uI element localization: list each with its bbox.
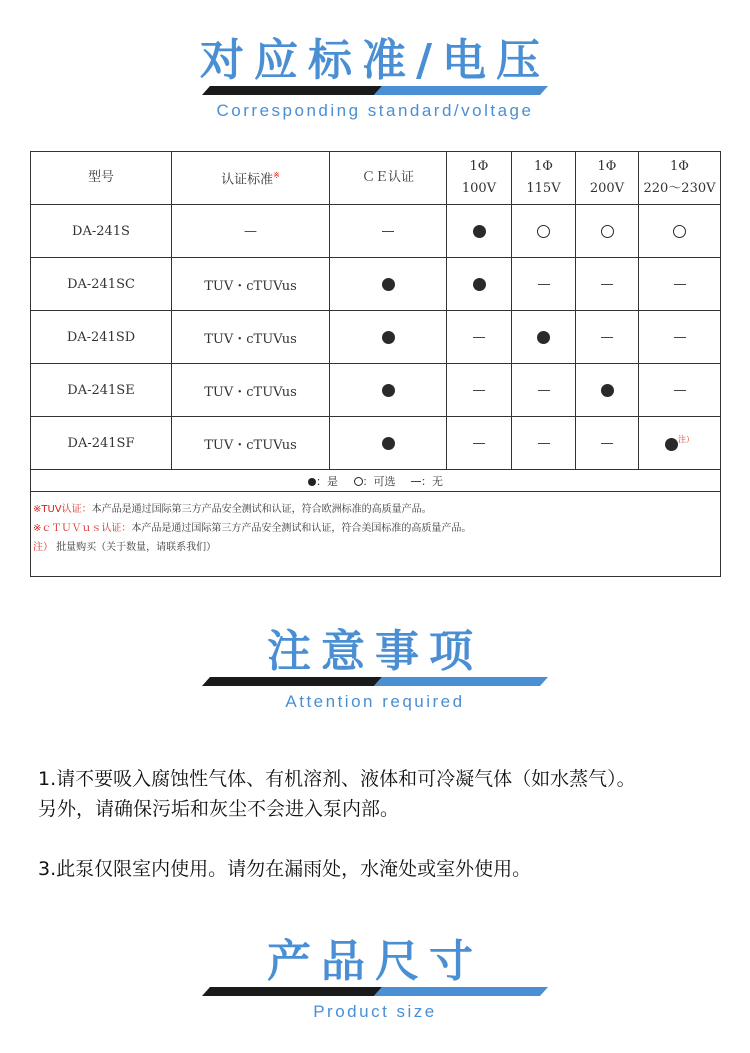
cell-v220: [639, 205, 721, 258]
cell-v220: [639, 417, 721, 470]
dash-icon: [674, 337, 686, 338]
cell-v220: [639, 311, 721, 364]
filled-dot-icon: [382, 384, 395, 397]
notes-cell: [31, 492, 721, 577]
filled-dot-icon: [382, 437, 395, 450]
section-subtitle: Corresponding standard/voltage: [216, 101, 534, 120]
dash-icon: [411, 481, 421, 482]
table-row: [31, 417, 721, 470]
cell-v200: [576, 258, 639, 311]
dash-icon: [601, 284, 613, 285]
attention-line-3: 3.此泵仅限室内使用。请勿在漏雨处，水淹处或室外使用。: [38, 858, 532, 880]
spec-table-wrap: [30, 151, 720, 577]
cell-v200: [576, 205, 639, 258]
table-row: [31, 311, 721, 364]
dash-icon: [674, 284, 686, 285]
cell-v115: [512, 258, 576, 311]
dash-icon: [538, 390, 550, 391]
section-subtitle: Product size: [313, 1002, 437, 1021]
section-attention-header: [0, 627, 750, 712]
filled-dot-icon: [473, 278, 486, 291]
legend-cell: [31, 470, 721, 492]
header-100v: 1Φ 100V: [447, 152, 512, 205]
section-title: 注意事项: [267, 626, 483, 677]
header-220v: 1Φ 220～230V: [639, 152, 721, 205]
filled-dot-icon: [601, 384, 614, 397]
filled-dot-icon: [665, 438, 678, 451]
notes-row: [31, 492, 721, 577]
hollow-circle-icon: [537, 225, 550, 238]
filled-dot-icon: [382, 331, 395, 344]
attention-line-2: 另外，请确保污垢和灰尘不会进入泵内部。: [38, 798, 400, 820]
dash-icon: [601, 337, 613, 338]
dash-icon: [473, 443, 485, 444]
cell-ce: [330, 258, 447, 311]
title-underline-bar: [202, 677, 548, 686]
attention-list: [38, 764, 728, 884]
header-ce: ＣＥ认证: [330, 152, 447, 205]
note-tuv: ※TUV认证：本产品是通过国际第三方产品安全测试和认证，符合欧洲标准的高质量产品。: [33, 504, 432, 515]
cell-v100: [447, 417, 512, 470]
spec-table: [30, 151, 721, 577]
hollow-circle-icon: [673, 225, 686, 238]
cell-v200: [576, 311, 639, 364]
title-underline-bar: [202, 86, 548, 95]
section-title: 对应标准/电压: [199, 35, 551, 86]
header-standard: 认证标准※: [172, 152, 330, 205]
cell-v115: [512, 417, 576, 470]
filled-dot-icon: [473, 225, 486, 238]
table-header-row: [31, 152, 721, 205]
dash-icon: [382, 231, 394, 232]
cell-v115: [512, 311, 576, 364]
cell-v200: [576, 364, 639, 417]
dash-icon: [601, 443, 613, 444]
cell-v100: [447, 364, 512, 417]
cell-standard: TUV・cTUVus: [172, 364, 330, 417]
cell-v100: [447, 258, 512, 311]
dash-icon: [674, 390, 686, 391]
header-model: 型号: [31, 152, 172, 205]
dash-icon: [538, 284, 550, 285]
table-row: [31, 364, 721, 417]
filled-dot-icon: [382, 278, 395, 291]
table-row: [31, 205, 721, 258]
cell-ce: [330, 417, 447, 470]
attention-line-1: 1.请不要吸入腐蚀性气体、有机溶剂、液体和可冷凝气体（如水蒸气）。: [38, 768, 636, 790]
dash-icon: [473, 390, 485, 391]
cell-model: DA-241SC: [31, 258, 172, 311]
header-200v: 1Φ 200V: [576, 152, 639, 205]
section-standard-header: [0, 36, 750, 121]
section-subtitle: Attention required: [285, 692, 465, 711]
cell-model: DA-241SF: [31, 417, 172, 470]
filled-dot-icon: [308, 478, 316, 486]
cell-v100: [447, 205, 512, 258]
cell-v220: [639, 364, 721, 417]
legend-none: ：无: [411, 475, 443, 488]
note-ctuvus: ※ｃＴＵＶｕｓ认证：本产品是通过国际第三方产品安全测试和认证，符合美国标准的高质量产品。: [33, 523, 472, 534]
cell-standard: TUV・cTUVus: [172, 258, 330, 311]
filled-dot-icon: [537, 331, 550, 344]
cell-ce: [330, 364, 447, 417]
dash-icon: [538, 443, 550, 444]
cell-standard: TUV・cTUVus: [172, 311, 330, 364]
hollow-circle-icon: [601, 225, 614, 238]
cell-model: DA-241S: [31, 205, 172, 258]
cell-v115: [512, 205, 576, 258]
cell-model: DA-241SE: [31, 364, 172, 417]
table-row: [31, 258, 721, 311]
header-115v: 1Φ 115V: [512, 152, 576, 205]
legend-optional: ：可选: [354, 475, 396, 488]
hollow-circle-icon: [354, 477, 363, 486]
note-bulk: 注） 批量购买（关于数量，请联系我们）: [33, 542, 217, 553]
legend-yes: ：是: [308, 475, 338, 488]
cell-standard: —: [172, 205, 330, 258]
cell-standard: TUV・cTUVus: [172, 417, 330, 470]
title-underline-bar: [202, 987, 548, 996]
cell-v100: [447, 311, 512, 364]
cell-ce: [330, 311, 447, 364]
dash-icon: [473, 337, 485, 338]
section-title: 产品尺寸: [267, 936, 483, 987]
cell-model: DA-241SD: [31, 311, 172, 364]
section-size-header: [0, 937, 750, 1022]
legend-row: [31, 470, 721, 492]
cell-ce: [330, 205, 447, 258]
cell-v200: [576, 417, 639, 470]
cell-v220: [639, 258, 721, 311]
cell-v115: [512, 364, 576, 417]
note-marker: 注）: [678, 435, 694, 445]
